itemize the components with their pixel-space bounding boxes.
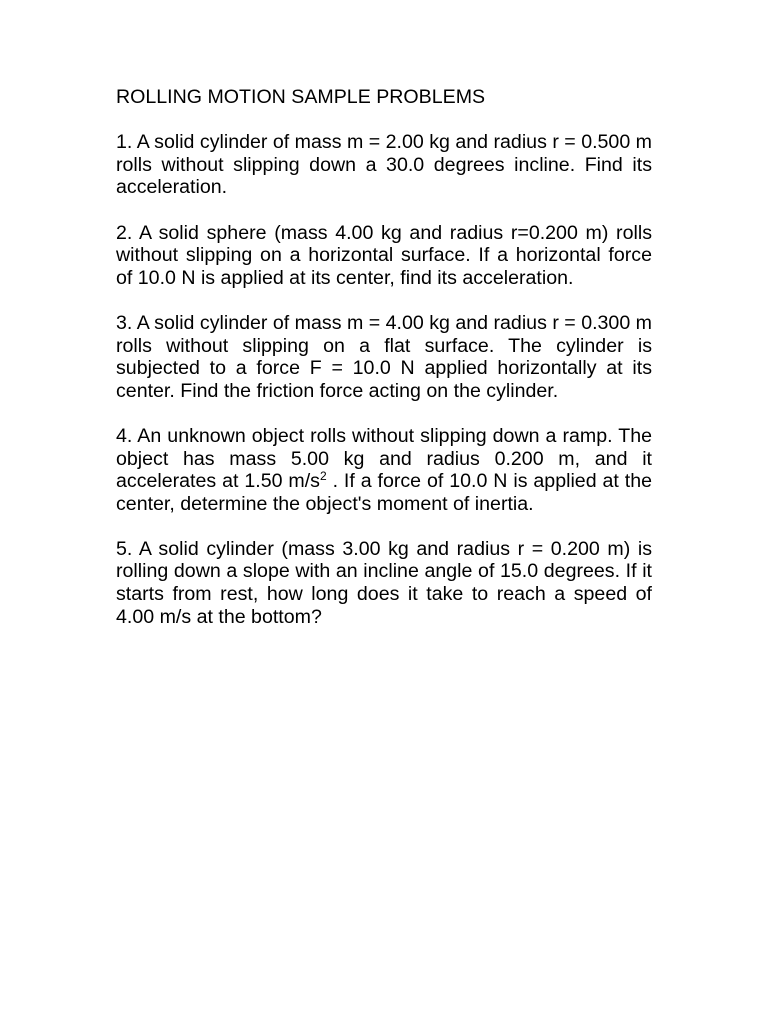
problem-5: 5. A solid cylinder (mass 3.00 kg and radius r = 0.200 m) is rolling down a slope with an incline angle of 15.0 degrees. If it starts from rest, how long does it take to reach a speed of 4.00 m/s at the bottom? bbox=[116, 537, 652, 628]
problem-4-text-end: . If a force of 10.0 N is applied at the center, determine the object's moment of inertia. bbox=[116, 470, 652, 515]
problem-3: 3. A solid cylinder of mass m = 4.00 kg and radius r = 0.300 m rolls without slipping on a flat surface. The cylinder is subjected to a force F = 10.0 N applied horizontally at its center. Find the friction force acting on the cylinder. bbox=[116, 311, 652, 402]
document-title: ROLLING MOTION SAMPLE PROBLEMS bbox=[116, 86, 486, 108]
document-page bbox=[116, 86, 652, 651]
problem-4-text-start: 4. An unknown object rolls without slipping down a ramp. The object has mass 5.00 kg and radius 0.200 m, and it accelerates at 1.50 m/s bbox=[116, 424, 652, 493]
problem-4-superscript: 2 bbox=[319, 469, 327, 484]
problem-2: 2. A solid sphere (mass 4.00 kg and radius r=0.200 m) rolls without slipping on a horizontal surface. If a horizontal force of 10.0 N is applied at its center, find its acceleration. bbox=[116, 221, 652, 289]
problem-1: 1. A solid cylinder of mass m = 2.00 kg and radius r = 0.500 m rolls without slipping down a 30.0 degrees incline. Find its acceleration. bbox=[116, 131, 652, 199]
problem-4 bbox=[116, 425, 652, 515]
